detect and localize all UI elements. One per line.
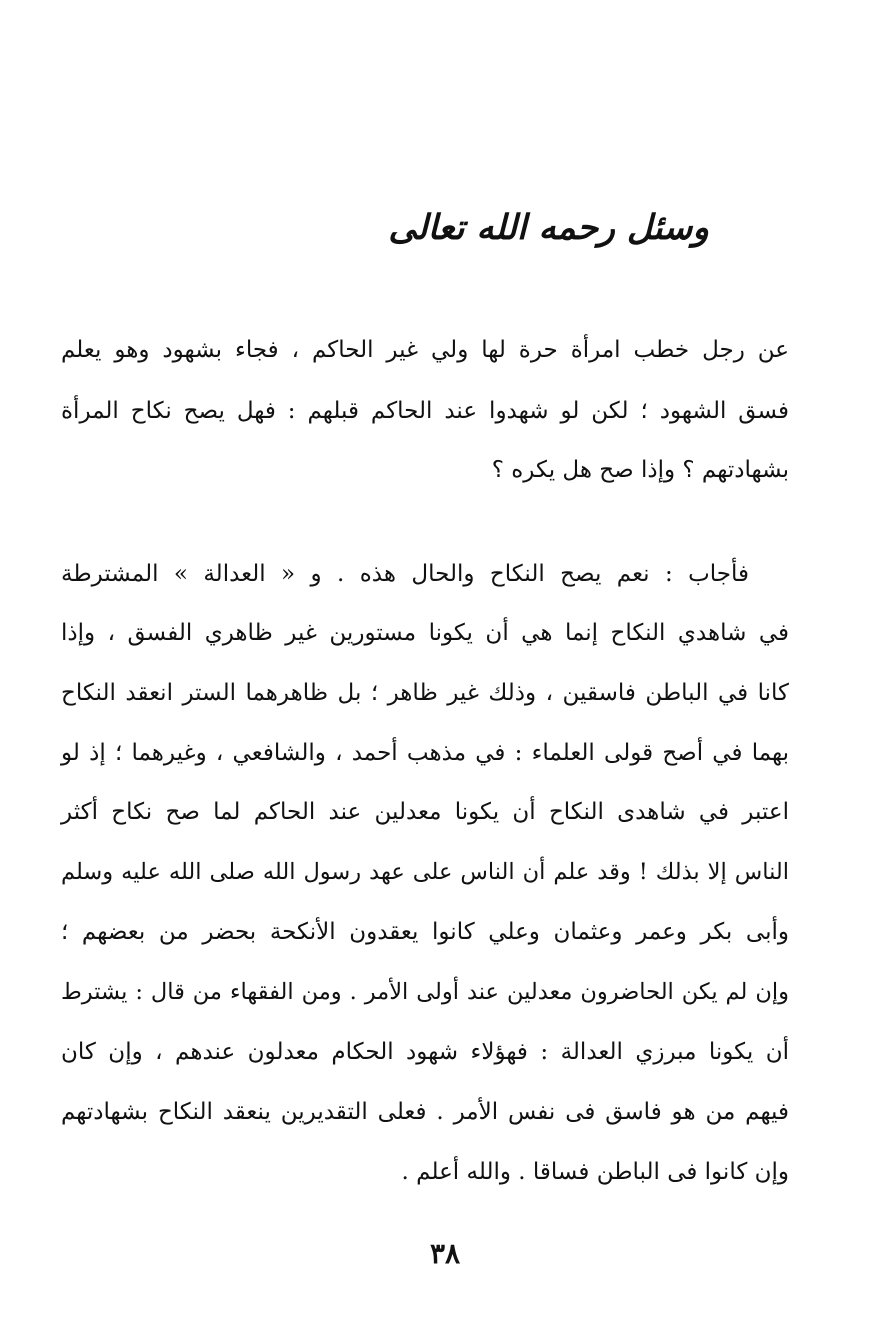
answer-line: وإن لم يكن الحاضرون معدلين عند أولى الأمر . ومن الفقهاء من قال : يشترط [61, 979, 789, 1005]
answer-line: كانا في الباطن فاسقين ، وذلك غير ظاهر ؛ بل ظاهرهما الستر انعقد النكاح [61, 680, 789, 706]
answer-line: وأبى بكر وعمر وعثمان وعلي كانوا يعقدون الأنكحة بحضر من بعضهم ؛ [61, 919, 789, 945]
answer-line: أن يكونا مبرزي العدالة : فهؤلاء شهود الحكام معدلون عندهم ، وإن كان [61, 1039, 789, 1065]
answer-line: اعتبر في شاهدى النكاح أن يكونا معدلين عند الحاكم لما صح نكاح أكثر [61, 799, 789, 825]
answer-line: فأجاب : نعم يصح النكاح والحال هذه . و « العدالة » المشترطة [61, 561, 749, 587]
page-number: ٣٨ [429, 1237, 461, 1270]
question-line: بشهادتهم ؟ وإذا صح هل يكره ؟ [491, 457, 789, 483]
question-line: فسق الشهود ؛ لكن لو شهدوا عند الحاكم قبلهم : فهل يصح نكاح المرأة [61, 398, 789, 424]
answer-line: بهما في أصح قولى العلماء : في مذهب أحمد ، والشافعي ، وغيرهما ؛ إذ لو [61, 740, 789, 766]
answer-line: وإن كانوا فى الباطن فساقا . والله أعلم . [401, 1159, 789, 1185]
question-line: عن رجل خطب امرأة حرة لها ولي غير الحاكم ، فجاء بشهود وهو يعلم [61, 337, 789, 363]
answer-line: في شاهدي النكاح إنما هي أن يكونا مستورين غير ظاهري الفسق ، وإذا [61, 620, 789, 646]
answer-line: فيهم من هو فاسق فى نفس الأمر . فعلى التقديرين ينعقد النكاح بشهادتهم [61, 1099, 789, 1125]
section-heading: وسئل رحمه الله تعالى [388, 208, 709, 248]
answer-line: الناس إلا بذلك ! وقد علم أن الناس على عهد رسول الله صلى الله عليه وسلم [61, 859, 789, 885]
